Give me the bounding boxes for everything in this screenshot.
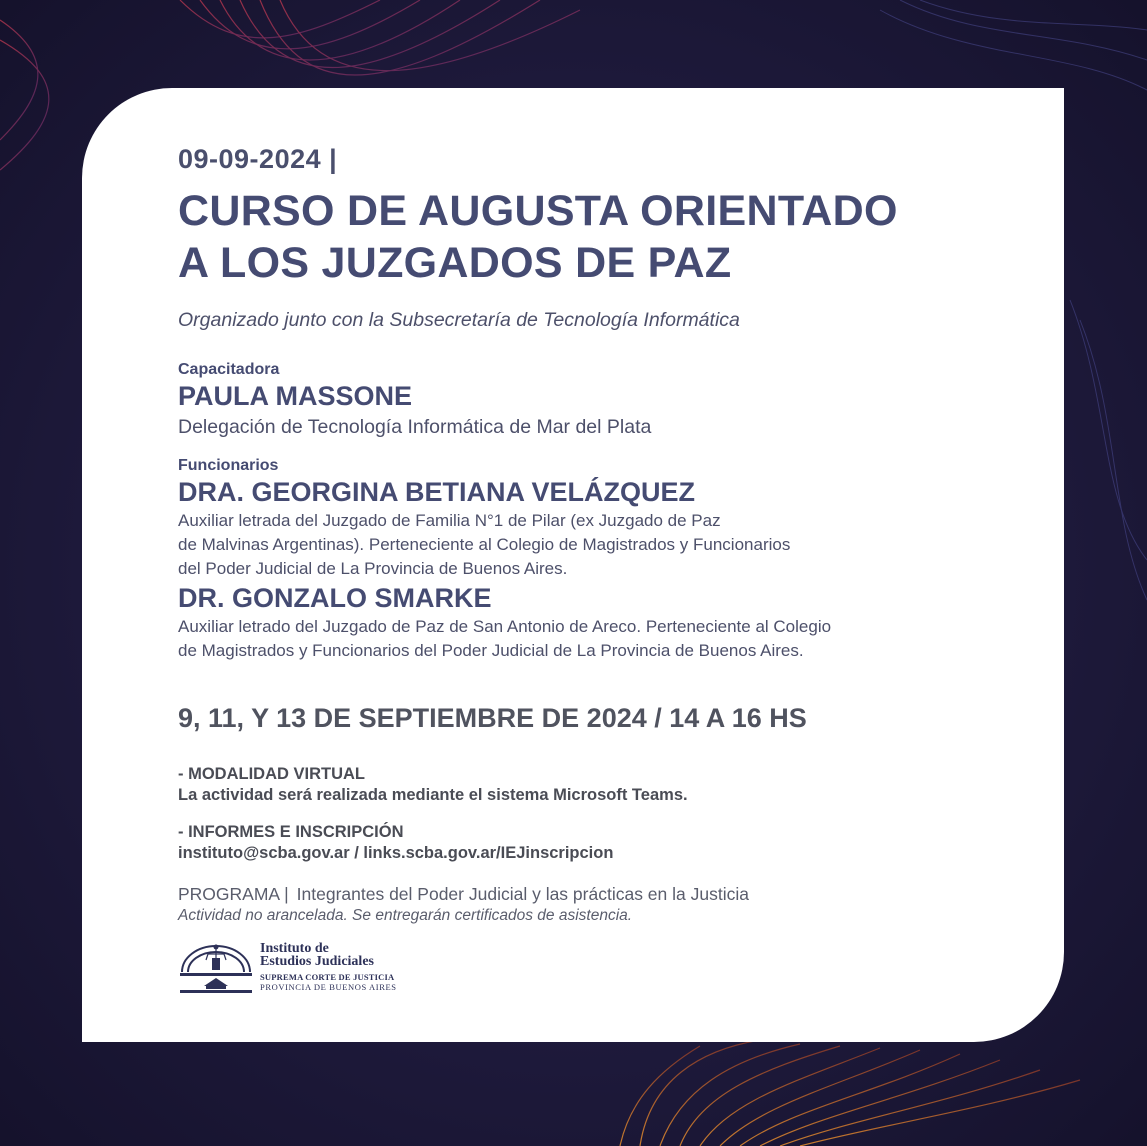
- justice-building-emblem-icon: [176, 938, 256, 996]
- institute-logo: [176, 938, 397, 996]
- programa-text: Integrantes del Poder Judicial y las prácticas en la Justicia: [296, 884, 749, 904]
- programa-separator: |: [284, 884, 289, 904]
- funcionario-name: DR. GONZALO SMARKE: [178, 583, 492, 613]
- arancel-note: Actividad no arancelada. Se entregarán certificados de asistencia.: [178, 907, 633, 924]
- funcionarios-label: Funcionarios: [178, 457, 279, 474]
- event-date: 09-09-2024 |: [178, 144, 338, 174]
- capacitadora-role: Delegación de Tecnología Informática de Mar del Plata: [178, 416, 652, 438]
- programa-label: PROGRAMA: [178, 884, 281, 904]
- funcionario-description-line: del Poder Judicial de La Provincia de Buenos Aires.: [178, 559, 568, 578]
- capacitadora-label: Capacitadora: [178, 361, 280, 378]
- logo-line-2: Estudios Judiciales: [260, 954, 374, 969]
- course-title-line2: A LOS JUZGADOS DE PAZ: [178, 239, 732, 287]
- programa-line: [178, 884, 1038, 905]
- informes-block: [178, 822, 1038, 864]
- modalidad-text: La actividad será realizada mediante el sistema Microsoft Teams.: [178, 786, 688, 804]
- logo-line-1: Instituto de: [260, 941, 329, 956]
- funcionario-description-line: Auxiliar letrado del Juzgado de Paz de San Antonio de Areco. Perteneciente al Colegio: [178, 617, 832, 636]
- informes-contact: instituto@scba.gov.ar / links.scba.gov.ar/IEJinscripcion: [178, 844, 614, 862]
- course-title-line1: CURSO DE AUGUSTA ORIENTADO: [178, 187, 898, 235]
- funcionario-description: [178, 509, 1038, 581]
- funcionario-description-line: de Magistrados y Funcionarios del Poder Judicial de La Provincia de Buenos Aires.: [178, 641, 804, 660]
- content-card: [82, 88, 1064, 1042]
- modalidad-block: [178, 764, 1038, 806]
- institute-logo-text: [260, 942, 397, 992]
- funcionario-description-line: Auxiliar letrada del Juzgado de Familia N°1 de Pilar (ex Juzgado de Paz: [178, 511, 721, 530]
- funcionario-name: DRA. GEORGINA BETIANA VELÁZQUEZ: [178, 477, 696, 507]
- logo-line-3: SUPREMA CORTE DE JUSTICIA: [260, 972, 395, 982]
- organizer-subtitle: Organizado junto con la Subsecretaría de Tecnología Informática: [178, 309, 740, 331]
- funcionario-description: [178, 615, 1038, 663]
- logo-line-4: PROVINCIA DE BUENOS AIRES: [260, 982, 397, 992]
- card-content: [178, 144, 1038, 925]
- funcionario-description-line: de Malvinas Argentinas). Perteneciente al Colegio de Magistrados y Funcionarios: [178, 535, 791, 554]
- schedule-dates: 9, 11, Y 13 DE SEPTIEMBRE DE 2024 / 14 A 16 HS: [178, 703, 807, 733]
- capacitadora-name: PAULA MASSONE: [178, 381, 413, 411]
- course-title: [178, 185, 1038, 289]
- informes-heading: - INFORMES E INSCRIPCIÓN: [178, 823, 404, 841]
- modalidad-heading: - MODALIDAD VIRTUAL: [178, 765, 365, 783]
